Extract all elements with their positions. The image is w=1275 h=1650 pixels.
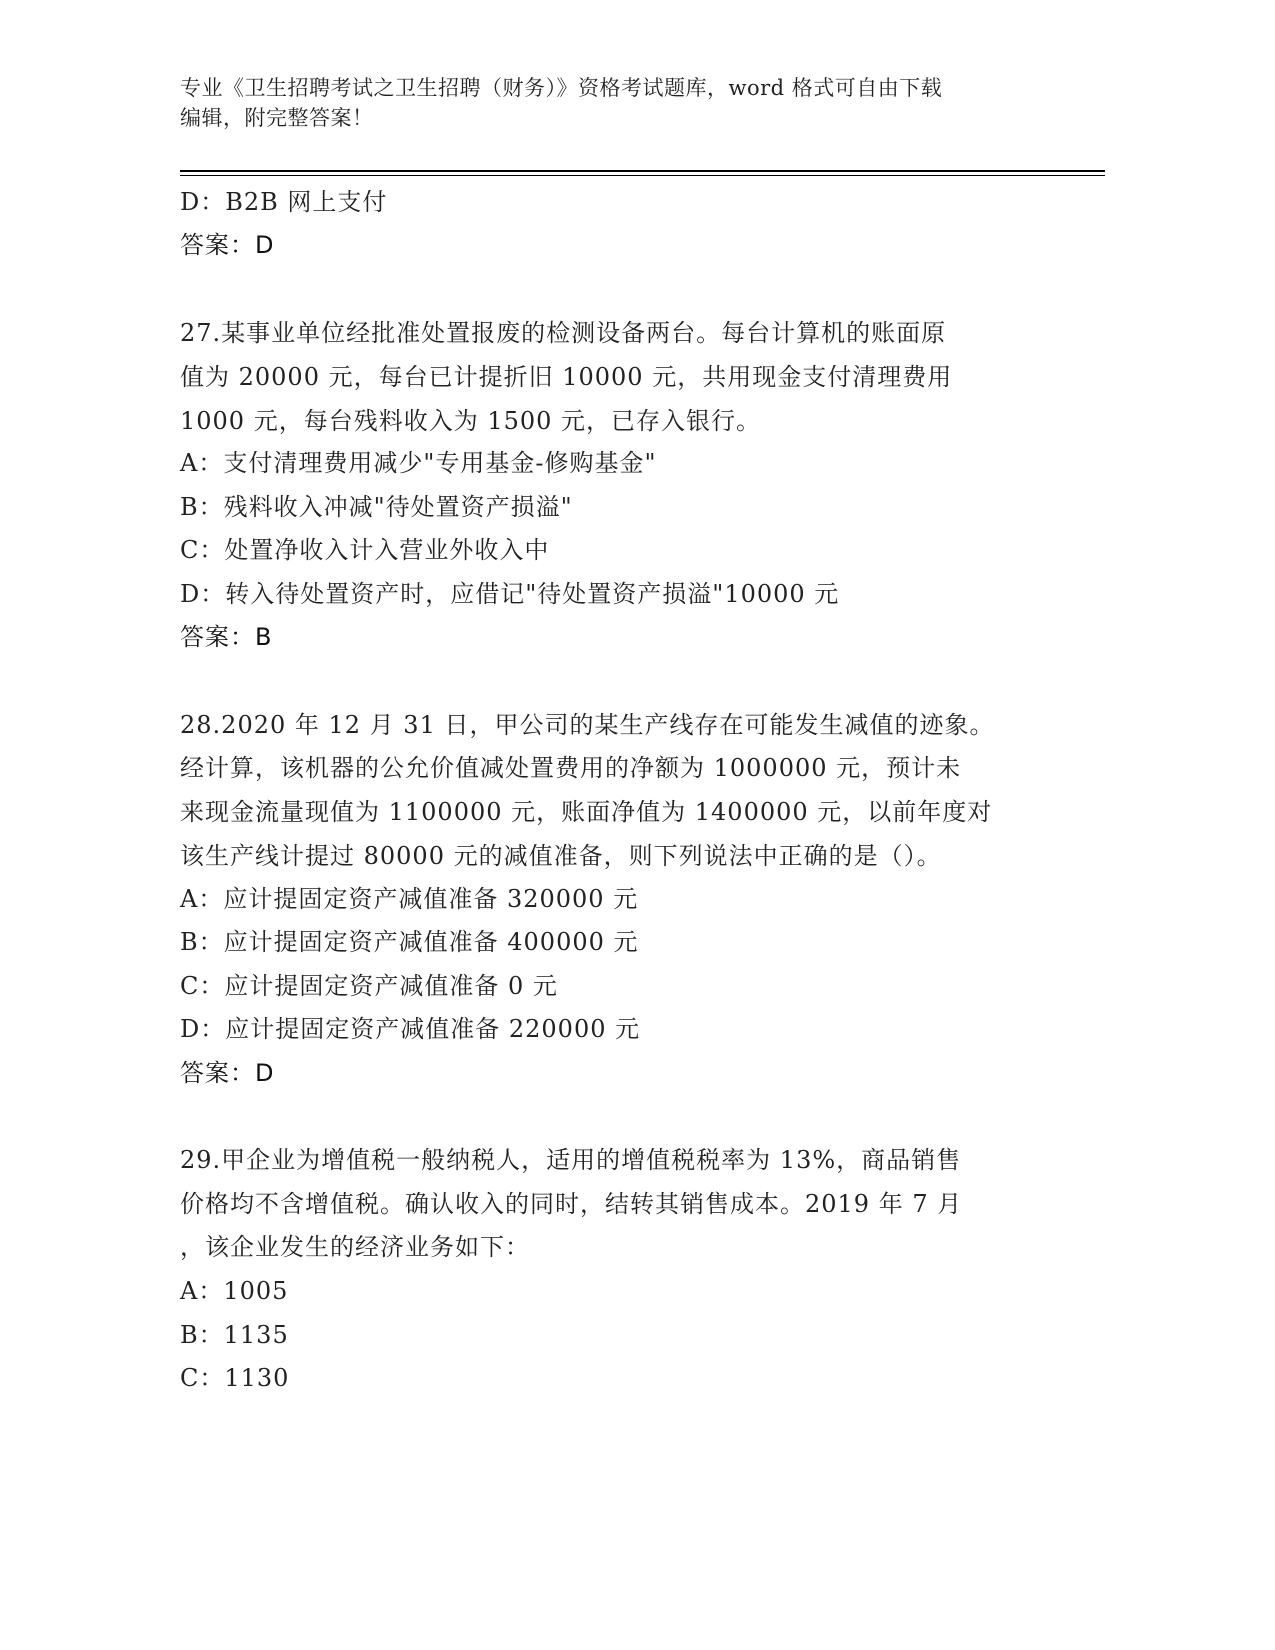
q27-option-c: C：处置净收入计入营业外收入中 (180, 536, 550, 564)
q27-option-a: A：支付清理费用减少"专用基金-修购基金" (180, 449, 657, 477)
prev-answer: 答案：D (180, 231, 275, 259)
q27-option-d: D：转入待处置资产时，应借记"待处置资产损溢"10000 元 (180, 580, 840, 608)
q28-option-c: C：应计提固定资产减值准备 0 元 (180, 972, 558, 1000)
prev-option-d: D：B2B 网上支付 (180, 188, 388, 216)
header-line-1: 专业《卫生招聘考试之卫生招聘（财务）》资格考试题库，word 格式可自由下载 (180, 76, 943, 100)
q28-option-a: A：应计提固定资产减值准备 320000 元 (180, 885, 639, 913)
q28-line: 来现金流量现值为 1100000 元，账面净值为 1400000 元，以前年度对 (180, 798, 993, 826)
q27-answer: 答案：B (180, 623, 273, 651)
q28-answer: 答案：D (180, 1059, 275, 1087)
q28-option-d: D：应计提固定资产减值准备 220000 元 (180, 1015, 641, 1043)
q27-line: 27.某事业单位经批准处置报废的检测设备两台。每台计算机的账面原 (180, 319, 947, 347)
q29-line: ，该企业发生的经济业务如下： (180, 1233, 530, 1261)
q28-option-b: B：应计提固定资产减值准备 400000 元 (180, 928, 639, 956)
header-rule-bottom (180, 175, 1105, 176)
q28-line: 28.2020 年 12 月 31 日，甲公司的某生产线存在可能发生减值的迹象。 (180, 711, 995, 739)
q29-option-a: A：1005 (180, 1277, 289, 1305)
q27-line: 值为 20000 元，每台已计提折旧 10000 元，共用现金支付清理费用 (180, 363, 953, 391)
q28-line: 该生产线计提过 80000 元的减值准备，则下列说法中正确的是（）。 (180, 842, 942, 870)
q27-option-b: B：残料收入冲减"待处置资产损溢" (180, 493, 573, 521)
q28-line: 经计算，该机器的公允价值减处置费用的净额为 1000000 元，预计未 (180, 754, 962, 782)
q29-option-b: B：1135 (180, 1321, 289, 1349)
q29-line: 价格均不含增值税。确认收入的同时，结转其销售成本。2019 年 7 月 (180, 1190, 963, 1218)
q29-option-c: C：1130 (180, 1364, 290, 1392)
header-line-2: 编辑，附完整答案！ (180, 106, 374, 130)
q29-line: 29.甲企业为增值税一般纳税人，适用的增值税税率为 13%，商品销售 (180, 1146, 962, 1174)
header-rule-top (180, 170, 1105, 172)
q27-line: 1000 元，每台残料收入为 1500 元，已存入银行。 (180, 407, 762, 435)
